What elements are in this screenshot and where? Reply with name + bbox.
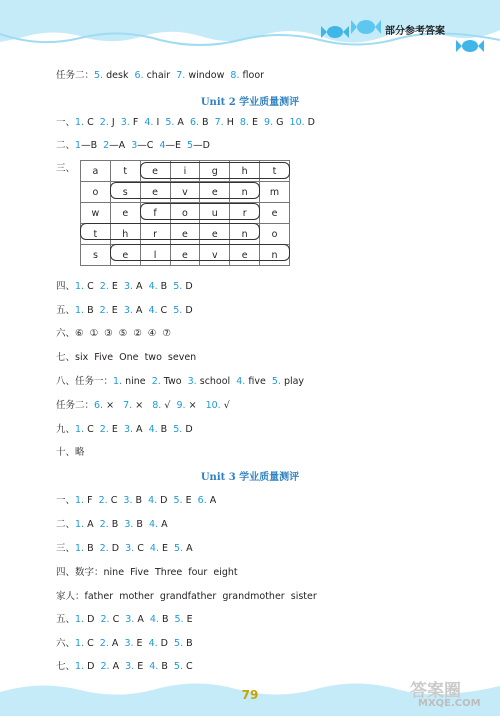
item-answer: ⑥ ① ③ ⑤ ② ④ ⑦ (75, 328, 171, 339)
item-answer: E (134, 661, 150, 672)
item-number: 5 (187, 140, 194, 151)
word-loop-seven (110, 182, 260, 199)
item-number: 1. (75, 661, 85, 672)
item-answer: B (199, 117, 215, 128)
item-answer: E (108, 305, 124, 316)
grid-cell: h (110, 224, 140, 245)
item-answer: I (153, 117, 166, 128)
line-lead: 六、 (56, 328, 76, 339)
item-number: 2. (99, 519, 109, 530)
item-answer: —A (109, 140, 132, 151)
grid-cell: i (170, 161, 200, 182)
line-lead: 八、任务一： (56, 376, 114, 387)
watermark-url: MXQE.COM (418, 698, 481, 709)
grid-cell: n (230, 224, 260, 245)
item-number: 1. (75, 117, 85, 128)
item-answer: A (108, 638, 125, 649)
item-answer: F (84, 495, 99, 506)
grid-cell: e (110, 203, 140, 224)
line-lead: 二、 (56, 140, 76, 151)
page-number: 79 (241, 688, 259, 702)
item-number: 3. (125, 614, 135, 625)
item-answer: desk (103, 70, 135, 81)
grid-cell: e (200, 182, 230, 203)
item-answer: H (223, 117, 240, 128)
candy-icon (350, 16, 382, 38)
item-number: 1. (75, 614, 85, 625)
answer-line (56, 397, 230, 411)
item-answer: E (108, 281, 124, 292)
grid-cell: v (170, 182, 200, 203)
grid-cell: r (230, 203, 260, 224)
item-answer: A (158, 519, 168, 530)
item-number: 8. (152, 400, 162, 411)
item-number: 4. (149, 614, 159, 625)
item-answer: D (182, 281, 193, 292)
item-number: 7. (176, 70, 186, 81)
item-answer: A (183, 543, 193, 554)
item-number: 5. (173, 281, 183, 292)
item-number: 4. (148, 281, 158, 292)
item-answer: six Five One two seven (75, 352, 197, 363)
line-lead: 九、 (56, 424, 76, 435)
grid-cell: v (200, 245, 230, 266)
line-lead: 七、 (56, 661, 76, 672)
grid-cell: g (200, 161, 230, 182)
item-number: 1. (75, 543, 85, 554)
item-number: 5. (271, 376, 281, 387)
item-number: 4. (148, 495, 158, 506)
item-answer: B (157, 424, 174, 435)
grid-cell: o (81, 182, 111, 203)
grid-cell: e (200, 224, 230, 245)
answer-line (56, 349, 196, 363)
puzzle-label: 三、 (56, 163, 76, 174)
item-number: 6. (94, 400, 104, 411)
answer-line (56, 635, 193, 649)
item-number: 10. (205, 400, 221, 411)
item-number: 1. (75, 424, 85, 435)
item-answer: nine Five Three four eight (103, 567, 238, 578)
item-answer: D (84, 614, 101, 625)
item-number: 2. (99, 281, 109, 292)
item-number: 5. (173, 661, 183, 672)
item-number: 1. (75, 519, 85, 530)
item-answer: B (108, 519, 125, 530)
answer-line (56, 302, 193, 316)
item-answer: A (174, 117, 190, 128)
item-number: 2. (99, 424, 109, 435)
grid-cell: f (140, 203, 170, 224)
item-number: 5. (94, 70, 104, 81)
item-answer: A (133, 281, 149, 292)
item-answer: A (134, 614, 150, 625)
item-answer: A (206, 495, 217, 506)
item-number: 3. (125, 661, 135, 672)
grid-cell: t (260, 161, 290, 182)
item-answer: E (133, 638, 149, 649)
answer-line (56, 114, 315, 128)
item-number: 2. (99, 117, 109, 128)
item-answer: C (84, 424, 100, 435)
answer-line (56, 67, 264, 81)
item-answer: F (129, 117, 145, 128)
answer-line (56, 564, 238, 578)
item-answer: C (84, 281, 100, 292)
line-lead: 七、 (56, 352, 76, 363)
item-answer: × (185, 400, 206, 411)
item-number: 3. (123, 281, 134, 292)
item-number: 2. (151, 376, 161, 387)
item-number: 2. (99, 305, 109, 316)
item-number: 2 (103, 140, 110, 151)
item-number: 3. (120, 117, 130, 128)
grid-cell: n (260, 245, 290, 266)
item-number: 3. (123, 305, 133, 316)
answer-line (56, 137, 210, 151)
item-answer: C (109, 614, 126, 625)
item-answer: B (84, 305, 100, 316)
grid-cell: e (170, 245, 200, 266)
answer-line (56, 325, 171, 339)
item-number: 7. (214, 117, 224, 128)
item-number: 9. (264, 117, 274, 128)
word-loop-three (80, 223, 260, 240)
item-number: 1. (75, 281, 85, 292)
item-number: 2. (100, 661, 110, 672)
answer-line (56, 373, 304, 387)
line-lead: 任务二： (56, 70, 95, 81)
item-number: 8. (230, 70, 240, 81)
item-answer: chair (143, 70, 177, 81)
item-number: 5. (174, 614, 184, 625)
item-answer: B (133, 519, 149, 530)
item-number: 1. (113, 376, 123, 387)
line-lead: 二、 (56, 519, 76, 530)
word-loop-eleven (110, 244, 290, 261)
grid-cell: e (140, 182, 170, 203)
item-answer: E (182, 495, 198, 506)
item-number: 6. (197, 495, 207, 506)
item-answer: D (157, 638, 175, 649)
item-answer: B (132, 495, 149, 506)
grid-cell: l (140, 245, 170, 266)
line-lead: 五、 (56, 614, 76, 625)
item-answer: Two (160, 376, 188, 387)
item-number: 5. (173, 424, 183, 435)
grid-cell: o (260, 224, 290, 245)
line-lead: 一、 (56, 495, 76, 506)
item-answer: window (185, 70, 231, 81)
grid-cell: t (81, 224, 111, 245)
item-answer: —B (81, 140, 104, 151)
item-number: 3 (131, 140, 138, 151)
grid-cell: t (110, 161, 140, 182)
item-answer: A (109, 661, 126, 672)
item-number: 1. (75, 495, 85, 506)
item-number: 3. (124, 519, 134, 530)
item-number: 5. (173, 495, 183, 506)
item-answer: —E (165, 140, 188, 151)
answer-line (56, 516, 168, 530)
line-lead: 四、 (56, 281, 76, 292)
item-number: 2. (99, 543, 109, 554)
item-answer: E (158, 543, 175, 554)
grid-cell: e (110, 245, 140, 266)
item-number: 7. (123, 400, 133, 411)
item-answer: E (183, 614, 193, 625)
item-number: 8. (239, 117, 249, 128)
item-answer: E (108, 424, 124, 435)
item-answer: A (132, 305, 149, 316)
grid-cell: u (200, 203, 230, 224)
word-loop-four (140, 203, 260, 220)
item-answer: play (280, 376, 305, 387)
grid-cell: n (230, 182, 260, 203)
item-answer: J (108, 117, 121, 128)
item-answer: five (245, 376, 272, 387)
candy-icon (320, 22, 350, 42)
item-answer: D (304, 117, 315, 128)
item-number: 5. (174, 638, 184, 649)
grid-cell: e (140, 161, 170, 182)
item-number: 1 (75, 140, 82, 151)
answer-line (56, 444, 85, 458)
item-number: 4 (159, 140, 166, 151)
item-number: 2. (100, 614, 110, 625)
line-lead: 任务二： (56, 400, 95, 411)
item-number: 6. (134, 70, 144, 81)
line-lead: 一、 (56, 117, 76, 128)
item-answer: D (108, 543, 126, 554)
line-lead: 十、 (56, 447, 76, 458)
item-answer: D (84, 661, 101, 672)
item-answer: C (84, 638, 100, 649)
item-number: 4. (236, 376, 246, 387)
item-number: 6. (189, 117, 200, 128)
candy-icon (455, 36, 485, 56)
item-answer: B (157, 281, 174, 292)
grid-cell: e (170, 224, 200, 245)
answer-line (56, 611, 193, 625)
line-lead: 家人： (56, 591, 85, 602)
section-title-unit2: Unit 2 学业质量测评 (200, 97, 300, 108)
item-answer: E (248, 117, 265, 128)
section-title-unit3: Unit 3 学业质量测评 (200, 472, 300, 483)
item-answer: B (158, 661, 174, 672)
item-answer: C (134, 543, 150, 554)
grid-cell: s (110, 182, 140, 203)
grid-cell: w (81, 203, 111, 224)
item-answer: floor (239, 70, 265, 81)
item-answer: A (133, 424, 149, 435)
item-number: 3. (123, 495, 133, 506)
item-answer: —D (193, 140, 210, 151)
item-number: 1. (75, 638, 85, 649)
item-number: 1. (75, 305, 85, 316)
item-answer: D (182, 424, 193, 435)
item-answer: nine (122, 376, 152, 387)
item-number: 2. (98, 495, 108, 506)
grid-cell: s (81, 245, 111, 266)
item-number: 2. (99, 638, 109, 649)
item-answer: D (182, 305, 193, 316)
item-answer: B (84, 543, 100, 554)
header-title: 部分参考答案 (385, 26, 445, 37)
item-number: 3. (187, 376, 197, 387)
grid-cell: m (260, 182, 290, 203)
answer-line (56, 278, 193, 292)
item-number: 3. (124, 638, 134, 649)
grid-cell: e (260, 203, 290, 224)
item-answer: A (84, 519, 100, 530)
item-number: 5. (173, 305, 183, 316)
line-lead: 三、 (56, 543, 76, 554)
item-answer: × (132, 400, 153, 411)
item-number: 3. (123, 424, 134, 435)
grid-cell: o (170, 203, 200, 224)
item-answer: C (182, 661, 193, 672)
item-answer: G (273, 117, 290, 128)
item-number: 9. (176, 400, 186, 411)
answer-line (56, 588, 317, 602)
item-answer: 略 (75, 447, 85, 458)
item-number: 5. (174, 543, 184, 554)
item-answer: —C (137, 140, 160, 151)
grid-cell: h (230, 161, 260, 182)
item-answer: C (157, 305, 174, 316)
item-answer: B (158, 614, 175, 625)
item-answer: B (183, 638, 193, 649)
item-answer: school (196, 376, 237, 387)
item-number: 4. (148, 424, 158, 435)
item-number: 4. (148, 305, 158, 316)
item-number: 4. (144, 117, 154, 128)
item-answer: D (157, 495, 174, 506)
line-lead: 六、 (56, 638, 76, 649)
answer-line (56, 492, 216, 506)
item-number: 3. (125, 543, 135, 554)
item-number: 5. (165, 117, 175, 128)
item-number: 10. (289, 117, 305, 128)
item-answer: father mother grandfather grandmother sister (84, 591, 317, 602)
answer-line (56, 421, 193, 435)
item-number: 4. (149, 661, 159, 672)
item-answer: √ (220, 400, 230, 411)
grid-cell: e (230, 245, 260, 266)
item-number: 4. (149, 543, 159, 554)
watermark-logo: 答案圈 (410, 681, 461, 701)
item-answer: × (103, 400, 124, 411)
grid-cell: a (81, 161, 111, 182)
answer-line (56, 540, 193, 554)
item-answer: C (107, 495, 124, 506)
line-lead: 四、数字： (56, 567, 104, 578)
grid-cell: r (140, 224, 170, 245)
item-answer: C (84, 117, 100, 128)
word-loop-eight (140, 162, 290, 179)
item-number: 4. (148, 638, 158, 649)
item-answer: √ (161, 400, 177, 411)
item-number: 4. (148, 519, 159, 530)
line-lead: 五、 (56, 305, 76, 316)
